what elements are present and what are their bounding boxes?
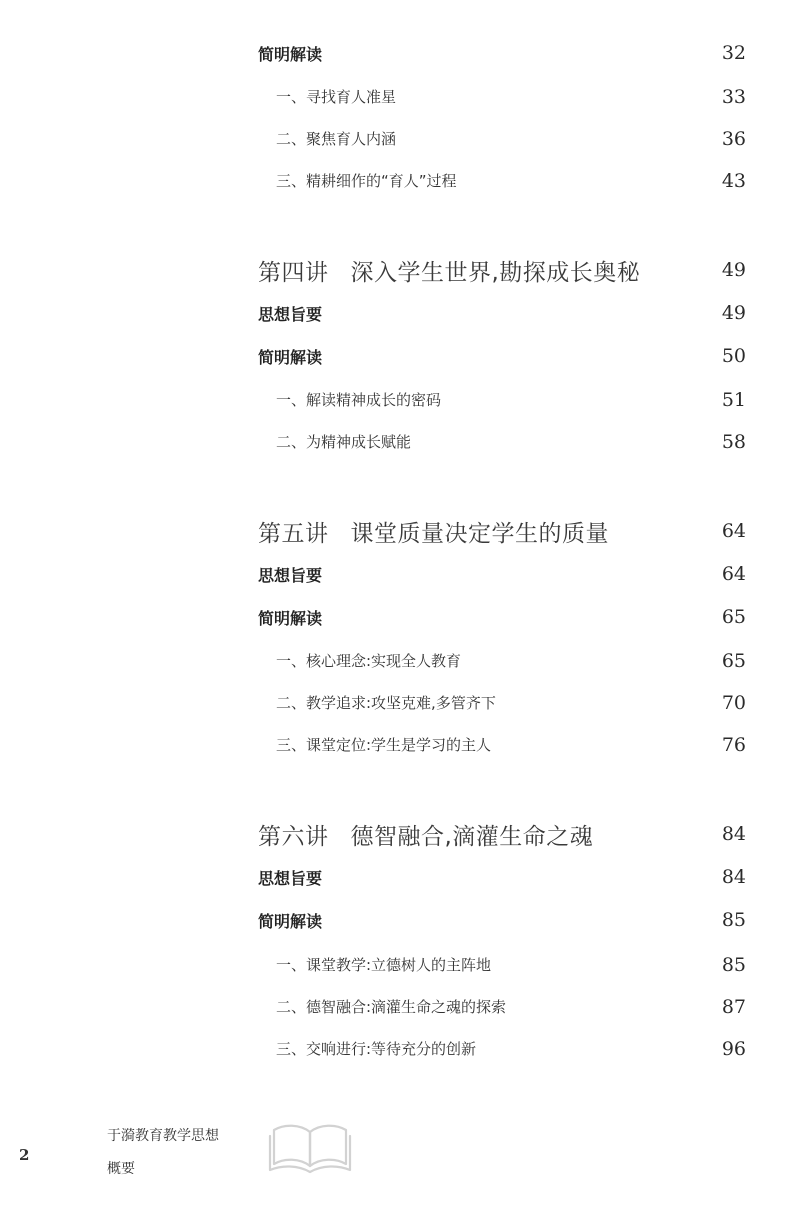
toc-entry-title: 简明解读 <box>258 609 323 628</box>
toc-entry[interactable] <box>0 606 800 636</box>
toc-entry[interactable] <box>0 1038 800 1068</box>
toc-entry-page: 65 <box>721 650 746 672</box>
toc-entry-page: 87 <box>721 996 746 1018</box>
toc-entry[interactable] <box>0 866 800 896</box>
toc-entry[interactable] <box>0 345 800 375</box>
running-subtitle: 概要 <box>107 1161 135 1177</box>
toc-entry[interactable] <box>0 954 800 984</box>
toc-entry-page: 64 <box>721 520 746 542</box>
toc-entry-title: 一、课堂教学:立德树人的主阵地 <box>276 956 492 974</box>
toc-entry-title: 二、聚焦育人内涵 <box>276 130 397 148</box>
toc-entry-page: 36 <box>721 128 746 150</box>
chapter-title: 深入学生世界,勘探成长奥秘 <box>350 260 641 286</box>
open-book-icon <box>268 1120 352 1176</box>
chapter-title: 德智融合,滴灌生命之魂 <box>350 824 594 850</box>
chapter-heading[interactable] <box>0 254 800 284</box>
chapter-heading-text <box>258 254 640 287</box>
toc-entry-page: 70 <box>721 692 746 714</box>
toc-entry-title: 一、解读精神成长的密码 <box>276 391 442 409</box>
toc-entry-title: 三、精耕细作的“育人”过程 <box>276 172 457 190</box>
toc-entry-page: 49 <box>721 259 746 281</box>
toc-entry[interactable] <box>0 996 800 1026</box>
toc-entry-title: 简明解读 <box>258 348 323 367</box>
toc-entry-title: 简明解读 <box>258 912 323 931</box>
toc-entry[interactable] <box>0 734 800 764</box>
toc-entry-page: 64 <box>721 563 746 585</box>
toc-entry[interactable] <box>0 692 800 722</box>
toc-entry-title: 三、课堂定位:学生是学习的主人 <box>276 736 492 754</box>
toc-entry-page: 84 <box>721 866 746 888</box>
chapter-number: 第四讲 <box>258 260 329 286</box>
running-book-title: 于漪教育教学思想 <box>107 1128 219 1144</box>
page-number: 2 <box>19 1146 30 1164</box>
toc-entry[interactable] <box>0 86 800 116</box>
toc-entry-page: 32 <box>721 42 746 64</box>
toc-entry[interactable] <box>0 42 800 72</box>
toc-entry-page: 84 <box>721 823 746 845</box>
toc-entry[interactable] <box>0 431 800 461</box>
chapter-title: 课堂质量决定学生的质量 <box>350 521 609 547</box>
chapter-number: 第五讲 <box>258 521 329 547</box>
toc-entry-page: 51 <box>721 389 746 411</box>
chapter-heading[interactable] <box>0 515 800 545</box>
toc-entry[interactable] <box>0 170 800 200</box>
chapter-number: 第六讲 <box>258 824 329 850</box>
toc-entry-page: 50 <box>721 345 746 367</box>
toc-entry-page: 96 <box>721 1038 746 1060</box>
toc-entry-page: 33 <box>721 86 746 108</box>
toc-entry-title: 三、交响进行:等待充分的创新 <box>276 1040 477 1058</box>
chapter-heading-text <box>258 515 609 548</box>
toc-entry-title: 思想旨要 <box>258 566 323 585</box>
toc-entry-page: 85 <box>721 909 746 931</box>
toc-entry-title: 二、教学追求:攻坚克难,多管齐下 <box>276 694 496 712</box>
toc-entry-page: 58 <box>721 431 746 453</box>
chapter-heading-text <box>258 818 593 851</box>
toc-entry-page: 85 <box>721 954 746 976</box>
toc-entry[interactable] <box>0 650 800 680</box>
toc-entry-title: 二、德智融合:滴灌生命之魂的探索 <box>276 998 507 1016</box>
toc-entry[interactable] <box>0 389 800 419</box>
toc-entry-title: 思想旨要 <box>258 869 323 888</box>
toc-entry[interactable] <box>0 563 800 593</box>
toc-entry-page: 43 <box>721 170 746 192</box>
toc-entry[interactable] <box>0 128 800 158</box>
toc-entry[interactable] <box>0 909 800 939</box>
toc-entry-page: 76 <box>721 734 746 756</box>
toc-entry-title: 简明解读 <box>258 45 323 64</box>
toc-entry-title: 一、核心理念:实现全人教育 <box>276 652 462 670</box>
toc-entry-title: 思想旨要 <box>258 305 323 324</box>
toc-entry[interactable] <box>0 302 800 332</box>
toc-entry-page: 65 <box>721 606 746 628</box>
chapter-heading[interactable] <box>0 818 800 848</box>
toc-entry-page: 49 <box>721 302 746 324</box>
toc-entry-title: 一、寻找育人准星 <box>276 88 397 106</box>
toc-entry-title: 二、为精神成长赋能 <box>276 433 412 451</box>
